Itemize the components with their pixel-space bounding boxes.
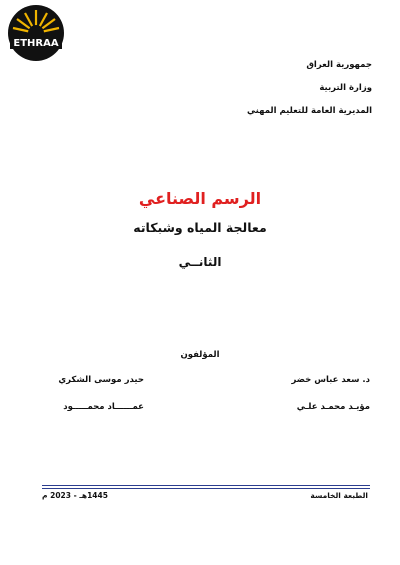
book-subtitle: معالجة المياه وشبكاته <box>133 220 267 235</box>
book-title: الرسم الصناعي <box>138 189 262 208</box>
author-name: عمــــــاد محمـــــود <box>63 402 144 412</box>
header-ministry: وزارة التربية <box>319 83 372 93</box>
footer-divider <box>42 488 370 489</box>
authors-heading: المؤلفون <box>180 350 220 360</box>
author-name: حيدر موسى الشكري <box>58 375 144 385</box>
ethraa-logo <box>4 4 68 62</box>
grade-level: الثانــي <box>178 255 222 269</box>
header-directorate: المديرية العامة للتعليم المهني <box>247 106 372 116</box>
footer-divider <box>42 485 370 486</box>
publication-year: 1445هـ - 2023 م <box>42 491 108 500</box>
author-name: د. سعد عباس خضر <box>291 375 370 385</box>
ethraa-logo-emblem <box>4 4 68 62</box>
institution-header <box>247 54 372 123</box>
logo-text: ETHRAA <box>13 38 59 49</box>
author-name: مؤيـد محمـد علـي <box>296 402 370 412</box>
header-country: جمهورية العراق <box>306 60 372 70</box>
edition-label: الطبعة الخامسة <box>310 491 368 500</box>
